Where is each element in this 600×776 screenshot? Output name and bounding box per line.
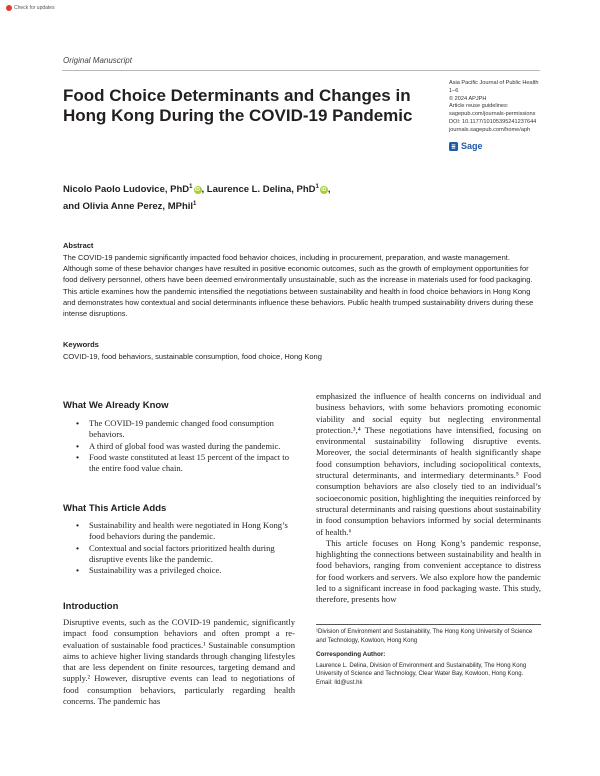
permissions-link[interactable]: sagepub.com/journals-permissions	[449, 111, 536, 118]
what-article-adds-list	[63, 520, 295, 576]
author-perez: and Olivia Anne Perez, MPhil	[63, 201, 194, 213]
what-article-adds-heading: What This Article Adds	[63, 503, 167, 514]
footnote-divider	[316, 624, 541, 625]
list-item: • Food waste constituted at least 15 percent of the impact to the entire food value chain.	[63, 452, 295, 475]
journal-info	[449, 80, 549, 135]
article-title: Food Choice Determinants and Changes in Hong Kong During the COVID-19 Pandemic	[63, 86, 413, 125]
page-range: 1–6	[449, 87, 459, 94]
introduction-heading: Introduction	[63, 601, 119, 612]
affiliation-footnote: ¹Division of Environment and Sustainability, The Hong Kong University of Science and Technology, Kowloon, Hong Kong	[316, 629, 533, 644]
body-paragraph: This article focuses on Hong Kong’s pandemic response, highlighting the connections between sustainability and health in food behaviors, ranging from convenient acceptance to distress for food workers and servers. We also explore how the pandemic led to a significant increase in food packaging waste. This study, therefore, presents how	[316, 537, 541, 605]
crossmark-icon	[6, 5, 12, 11]
corresponding-author-heading: Corresponding Author:	[316, 651, 386, 658]
publisher-name: Sage	[461, 141, 483, 151]
check-for-updates-badge[interactable]	[6, 3, 56, 12]
what-we-know-list	[63, 418, 295, 474]
affiliation-mark: 1	[193, 201, 197, 208]
keywords-text: COVID-19, food behaviors, sustainable consumption, food choice, Hong Kong	[63, 352, 322, 361]
affiliation-mark: 1	[315, 184, 319, 190]
affiliation-mark: 1	[189, 184, 193, 190]
keywords-heading: Keywords	[63, 340, 99, 349]
author-separator: ,	[327, 184, 331, 196]
article-type: Original Manuscript	[63, 56, 132, 65]
right-column-body	[316, 391, 541, 606]
publisher-logo	[449, 141, 483, 151]
orcid-icon[interactable]: iD	[195, 187, 200, 194]
list-item: • Sustainability was a privileged choice.	[63, 565, 295, 576]
body-paragraph: emphasized the influence of health concerns on individual and business behaviors, with some behaviors promoting economic viability and social equity but neglecting environmental protection.³,⁴ These negotiations have intensified, focusing on environmental sustainability following disruptive events. Moreover, the social determinants of health significantly shape food consumption behaviors, including sociopolitical contexts, structural determinants, and intermediary determinants.⁵ Food consumption behaviors are also closely tied to an individual’s socioeconomic position, highlighting the inequities reinforced by structural determinants and raising questions about sustainability in food consumption behaviors informed by social determinants of health.⁶	[316, 391, 541, 537]
copyright: © 2024 APJPH	[449, 95, 487, 102]
list-item: • A third of global food was wasted during the pandemic.	[63, 441, 295, 452]
author-list	[63, 180, 423, 214]
list-item: • Contextual and social factors prioritized health during disruptive events like the pandemic.	[63, 543, 295, 566]
footnotes	[316, 628, 541, 687]
abstract-heading: Abstract	[63, 241, 94, 250]
author-delina: , Laurence L. Delina, PhD	[201, 184, 316, 196]
reuse-label: Article reuse guidelines:	[449, 103, 509, 110]
introduction-text: Disruptive events, such as the COVID-19 pandemic, significantly impact food consumption behaviors and often prompt a re-evaluation of sustainable food practices.¹ Sustainable consumption aims to achieve higher living standards through changing lifestyles that are less dependent on finite resources, targeting demand and supply.² However, disruptive events can lead to negotiations of food consumption behaviors, particularly regarding health concerns. The pandemic has	[63, 617, 295, 707]
corresponding-author-email[interactable]: Email: lld@ust.hk	[316, 679, 363, 686]
author-ludovice: Nicolo Paolo Ludovice, PhD	[63, 184, 190, 196]
check-for-updates-label: Check for updates	[14, 4, 55, 11]
orcid-icon[interactable]: iD	[321, 187, 327, 194]
journal-name: Asia Pacific Journal of Public Health	[449, 80, 539, 86]
corresponding-author-text: Laurence L. Delina, Division of Environment and Sustainability, The Hong Kong University of Science and Technology, Clear Water Bay, Kowloon, Hong Kong.	[316, 662, 527, 677]
journal-home-link[interactable]: journals.sagepub.com/home/aph	[449, 126, 531, 133]
header-divider	[62, 70, 540, 71]
sage-logo-icon	[449, 142, 458, 151]
doi-link[interactable]: DOI: 10.1177/10105395241237644	[449, 118, 537, 125]
list-item: • Sustainability and health were negotiated in Hong Kong’s food behaviors during the pandemic.	[63, 520, 295, 543]
list-item: • The COVID-19 pandemic changed food consumption behaviors.	[63, 418, 295, 441]
what-we-know-heading: What We Already Know	[63, 400, 169, 411]
abstract-text: The COVID-19 pandemic significantly impacted food behavior choices, including in procurement, preparation, and waste management. Although some of these behavior changes have resulted in positive economic outcomes, such as the growth of employment opportunities for food delivery personnel, others have been deemed environmentally unsustainable, such as the increase in materials used for food packaging. This article examines how the pandemic intensified the negotiations between sustainability and health in food choice behaviors in Hong Kong and demonstrates how contextual and social determinants influence these behaviors. Public health trumped sustainability drivers during these intense disruptions.	[63, 253, 534, 319]
